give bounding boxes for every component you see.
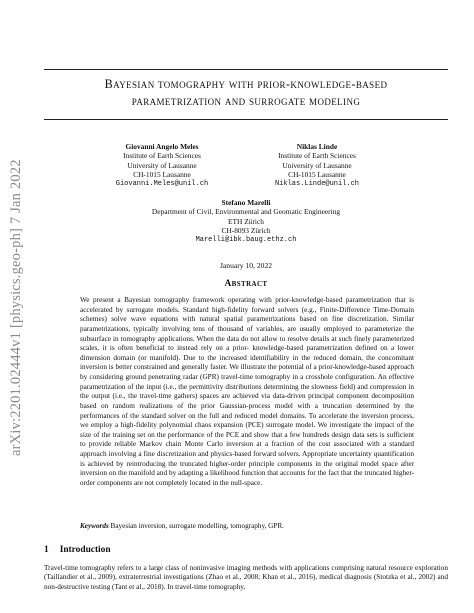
body-line: Travel-time tomography refers to a large class of noninvasive imaging methods with applications comprising natural — [44, 564, 387, 572]
keywords-line — [80, 522, 440, 530]
body-text — [44, 564, 448, 592]
author-name: Niklas Linde — [296, 142, 338, 151]
abstract-line: that is accelerated by surrogate models. Standard high-fidelity forward solvers (e.g., Finite-Difference — [80, 296, 415, 314]
abstract-line: discretization and physics-based forward solvers. Appropriate uncertainty quantification is achieved — [80, 450, 414, 468]
section-title: Introduction — [59, 545, 111, 555]
abstract-line: compression in the output (i.e., the travel-time gathers) spaces are achieved via data-driven principal — [80, 382, 414, 401]
abstract-text — [80, 296, 414, 489]
abstract-line: to resolve details at such finely parameterized scales, it is often beneficial to instead rely on a prior- — [80, 334, 414, 353]
abstract-line: We present a Bayesian tomography framework operating with prior-knowledge-based parametrization — [80, 296, 392, 304]
abstract-line: employed to parameterize the subsurface in tomography applications. When the data do not allow — [80, 324, 415, 343]
title-top-rule — [44, 69, 448, 70]
section-heading — [44, 545, 111, 555]
abstract-line: (PCE) surrogate model. We investigate the impact of the size of the training set on the performance of — [80, 421, 415, 439]
author-block-meles — [102, 142, 222, 189]
abstract-line: Monte Carlo inversion at a fraction of the cost associated with a standard approach involving a fine — [80, 440, 414, 458]
paper-date: January 10, 2022 — [219, 261, 273, 270]
abstract-line: discretization. Similar parametrizations, typically involving tens of thousand of variables, are usually — [80, 315, 414, 333]
author-name: Stefano Marelli — [221, 198, 271, 207]
paper-title — [44, 76, 448, 110]
author-affiliation: ETH Zürich — [228, 216, 264, 226]
abstract-line: generally faster. We illustrate the potential of a prior-knowledge-based approach by considering — [80, 363, 415, 381]
author-affiliation: University of Lausanne — [282, 160, 352, 170]
title-line-1: Bayesian tomography with prior-knowledge-based — [104, 77, 388, 91]
body-line: medical diagnosis (Stotzka et al., 2002) and non-destructive testing (Tant et al., 2018). In travel-time tomography, — [44, 573, 449, 591]
author-block-marelli — [106, 198, 386, 245]
abstract-line: knowledge-based parametrization defined on a lower dimension domain (or manifold). Due to the — [80, 344, 415, 362]
author-affiliation: Department of Civil, Environmental and Geomatic Engineering — [151, 207, 341, 217]
keywords-label: Keywords — [80, 522, 109, 530]
abstract-heading: Abstract — [224, 279, 268, 289]
author-email[interactable]: Niklas.Linde@unil.ch — [274, 179, 359, 188]
author-name: Giovanni Angelo Meles — [125, 142, 199, 151]
abstract-line: truncated higher-order components are not completely located in the null-space. — [80, 469, 415, 487]
abstract-line: a truncation determined by the performances of the standard solver on the full and reduced model — [80, 401, 414, 420]
author-email[interactable]: Giovanni.Meles@unil.ch — [115, 179, 209, 188]
author-block-linde — [257, 142, 377, 189]
author-affiliation: CH-8093 Zürich — [221, 226, 271, 236]
title-line-2: parametrization and surrogate modeling — [131, 94, 361, 108]
keywords-text: Bayesian inversion, surrogate modelling, tomography, GPR. — [110, 522, 284, 530]
author-affiliation: CH-1015 Lausanne — [288, 170, 346, 180]
author-affiliation: University of Lausanne — [127, 160, 197, 170]
author-affiliation: Institute of Earth Sciences — [278, 151, 356, 161]
abstract-line: inversion on the manifold and by adapting a likelihood function that accounts for the fact that the — [80, 469, 363, 478]
section-number: 1 — [44, 545, 49, 555]
abstract-line: ground penetrating radar (GPR) travel-time tomography in a crosshole configuration. An effective — [125, 373, 415, 381]
title-bottom-rule — [44, 119, 448, 120]
abstract-line: domains. To accelerate the inversion process, we employ a high-fidelity polynomial chaos expansion — [80, 411, 414, 430]
abstract-line: Time-Domain schemes) solve wave equations with natural spatial parametrizations based on fine — [80, 305, 414, 324]
author-affiliation: Institute of Earth Sciences — [123, 151, 201, 161]
arxiv-identifier: arXiv:2201.02444v1 [physics.geo-ph] 7 Jan 2022 — [8, 159, 24, 457]
abstract-line: parametrization of the input (i.e., the permittivity distributions determining the slowness field) and — [80, 382, 368, 391]
abstract-line: by reintroducing the truncated higher-order principle components in the original model space after — [116, 459, 414, 468]
abstract-line: the PCE and show that a few hundreds design data sets is sufficient to provide reliable Markov chain — [80, 430, 415, 449]
abstract-line: increased identifiability in the reduced domain, the concomitant inversion is better constrained and — [80, 353, 415, 372]
author-affiliation: CH-1015 Lausanne — [133, 170, 191, 180]
body-line: resource exploration (Taillandier et al., 2009), extraterrestrial investigations (Zhao et al., 2008; Khan et al., 2016), — [44, 564, 449, 582]
author-email[interactable]: Marelli@ibk.baug.ethz.ch — [195, 235, 297, 244]
abstract-line: component decomposition based on random realizations of the prior Gaussian-process model with — [80, 392, 415, 410]
